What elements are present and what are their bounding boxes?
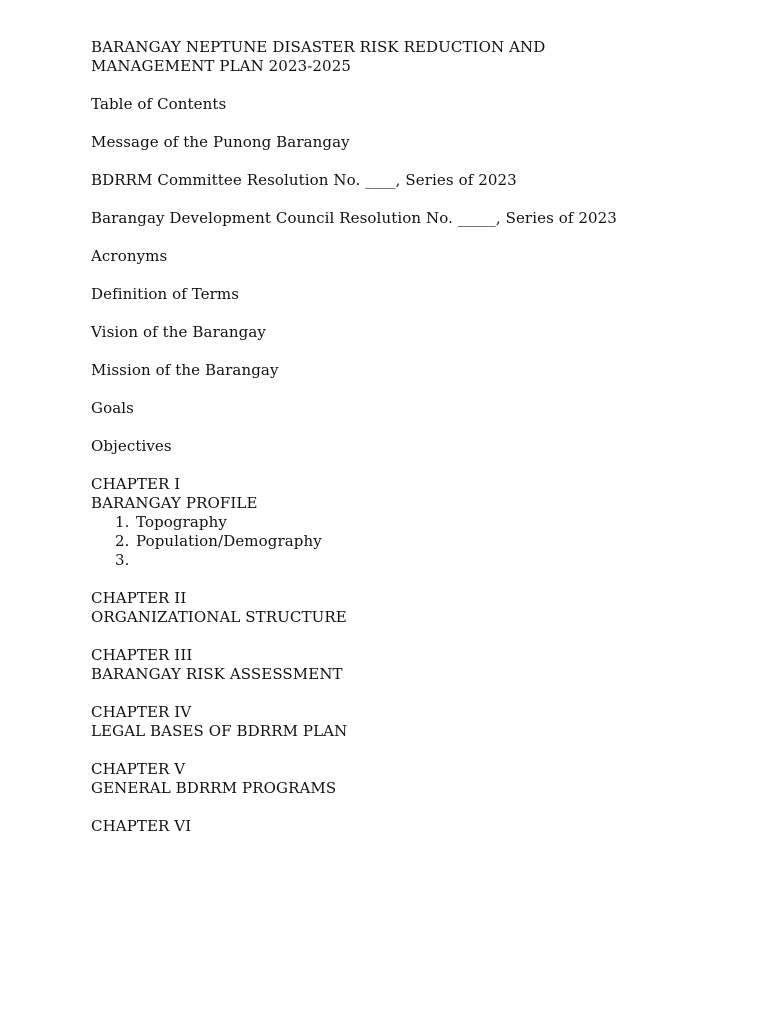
front-matter-bdc-resolution: Barangay Development Council Resolution No. _____, Series of 2023 [91, 209, 617, 227]
chapter-3-title: BARANGAY RISK ASSESSMENT [91, 665, 343, 683]
document-body [91, 38, 731, 836]
list-item-text: Population/Demography [136, 532, 322, 550]
chapter-2-title: ORGANIZATIONAL STRUCTURE [91, 608, 347, 626]
chapter-4-title: LEGAL BASES OF BDRRM PLAN [91, 722, 348, 740]
chapter-2-label: CHAPTER II [91, 589, 187, 607]
chapter-5 [91, 760, 731, 798]
front-matter-objectives: Objectives [91, 437, 172, 455]
chapter-1-label: CHAPTER I [91, 475, 181, 493]
toc-heading: Table of Contents [91, 95, 227, 113]
front-matter-goals: Goals [91, 399, 134, 417]
chapter-6 [91, 817, 731, 836]
chapter-6-label: CHAPTER VI [91, 817, 192, 835]
chapter-3 [91, 646, 731, 684]
list-item [91, 551, 731, 570]
front-matter-mission: Mission of the Barangay [91, 361, 279, 379]
document-title [91, 38, 731, 76]
list-item-text: Topography [136, 513, 227, 531]
chapter-1-items [91, 513, 731, 570]
document-title-line-1: BARANGAY NEPTUNE DISASTER RISK REDUCTION AND [91, 38, 546, 56]
chapter-1 [91, 475, 731, 570]
chapter-3-label: CHAPTER III [91, 646, 193, 664]
chapter-4 [91, 703, 731, 741]
chapter-4-label: CHAPTER IV [91, 703, 192, 721]
chapter-1-title: BARANGAY PROFILE [91, 494, 258, 512]
front-matter-definition-of-terms: Definition of Terms [91, 285, 240, 303]
chapter-5-title: GENERAL BDRRM PROGRAMS [91, 779, 337, 797]
front-matter-vision: Vision of the Barangay [91, 323, 266, 341]
list-item [91, 532, 731, 551]
front-matter-bdrrm-resolution: BDRRM Committee Resolution No. ____, Series of 2023 [91, 171, 517, 189]
document-title-line-2: MANAGEMENT PLAN 2023-2025 [91, 57, 351, 75]
chapter-2 [91, 589, 731, 627]
list-item [91, 513, 731, 532]
list-item-number: 3. [115, 551, 130, 569]
list-item-number: 1. [115, 513, 130, 531]
front-matter-message: Message of the Punong Barangay [91, 133, 350, 151]
list-item-number: 2. [115, 532, 130, 550]
chapter-5-label: CHAPTER V [91, 760, 186, 778]
front-matter-acronyms: Acronyms [91, 247, 168, 265]
